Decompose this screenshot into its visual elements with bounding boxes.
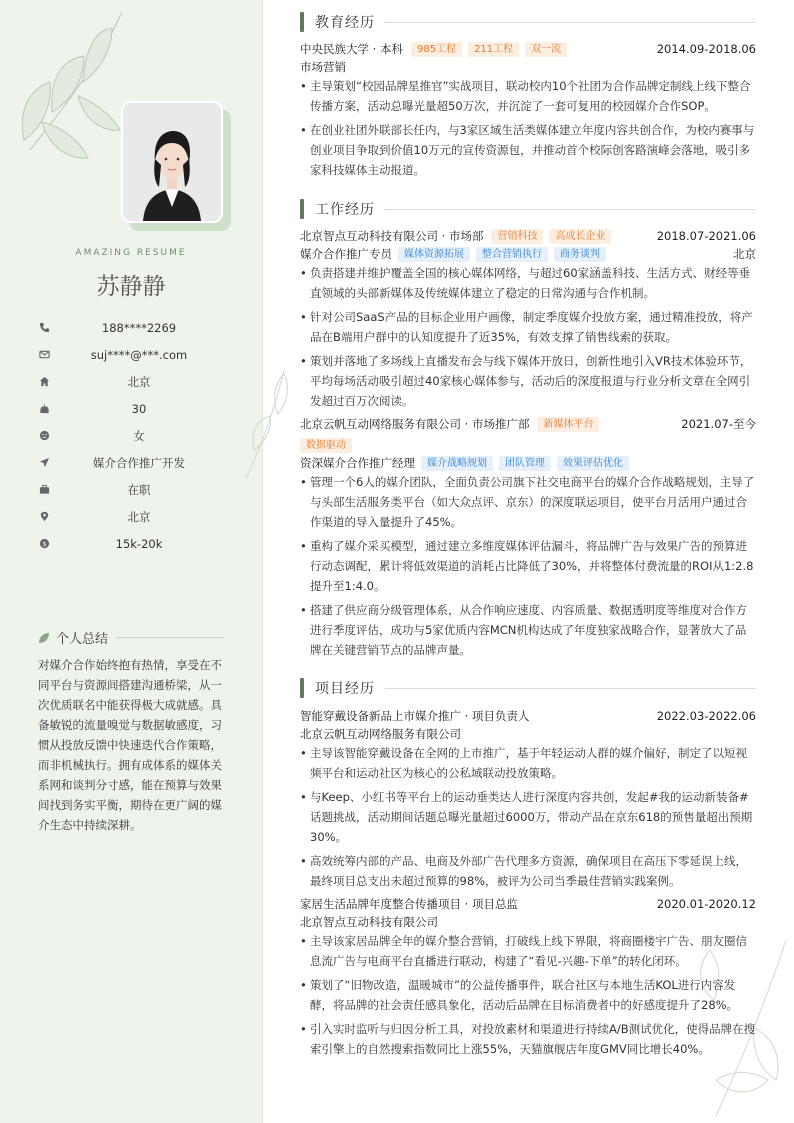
info-row-phone (36, 314, 226, 341)
job-role-row (300, 454, 756, 472)
role-tag: 团队管理 (499, 456, 551, 471)
project-bullet: • 与Keep、小红书等平台上的运动垂类达人进行深度内容共创，发起#我的运动新装备#话题挑战，活动期间话题总曝光量超过6000万，带动产品在京东618的预售量超出预期30%。 (300, 787, 756, 847)
info-row-gender (36, 422, 226, 449)
project-title: 项目经历 (315, 681, 375, 697)
money-icon (36, 536, 52, 552)
target-city-text: 北京 (127, 509, 151, 524)
send-icon (36, 455, 52, 471)
school-name: 中央民族大学 · 本科 (300, 42, 403, 56)
phone-text: 188****2269 (101, 320, 177, 335)
info-row-status (36, 476, 226, 503)
project-section-header (300, 678, 756, 698)
project-name: 智能穿戴设备新品上市媒介推广 · 项目负责人 (300, 709, 530, 723)
education-bullet: • 在创业社团外联部长任内，与3家区域生活类媒体建立年度内容共创合作，为校内赛事与创业项目争取到价值10万元的宣传资源包，并推动首个校际创客路演峰会落地，吸引多家科技媒体主动报道。 (300, 120, 756, 180)
briefcase-icon (36, 482, 52, 498)
salary-text: 15k-20k (115, 536, 163, 551)
target-position-text: 媒介合作推广开发 (93, 455, 185, 470)
cake-icon (36, 401, 52, 417)
education-bullet: • 主导策划“校园品牌星推官”实战项目，联动校内10个社团为合作品牌定制线上线下整合传播方案，活动总曝光量超50万次，并沉淀了一套可复用的校园媒介合作SOP。 (300, 76, 756, 116)
education-title: 教育经历 (315, 15, 375, 31)
job-date: 2021.07-至今 (681, 417, 756, 431)
main-content (300, 0, 756, 1123)
avatar-frame (121, 101, 223, 223)
leaf-icon (38, 632, 50, 644)
job-bullet: • 管理一个6人的媒介团队，全面负责公司旗下社交电商平台的媒介合作战略规划，主导了与头部生活服务类平台（如大众点评、京东）的深度联运项目，使平台月活用户通过合作渠道的导入量提升了45%。 (300, 472, 756, 532)
job-bullet: • 重构了媒介采买模型，通过建立多维度媒体评估漏斗，将品牌广告与效果广告的预算进行动态调配，累计将低效渠道的消耗占比降低了30%，并将整体付费流量的ROI从1:2.8提升至1:4.0。 (300, 536, 756, 596)
summary-title: 个人总结 (56, 632, 109, 647)
summary-divider (116, 637, 224, 638)
section-marker (300, 199, 304, 219)
info-row-age (36, 395, 226, 422)
avatar (121, 101, 223, 223)
age-text: 30 (131, 401, 147, 416)
info-row-email (36, 341, 226, 368)
email-text: suj****@***.com (90, 347, 188, 362)
company-name: 北京智点互动科技有限公司 · 市场部 (300, 229, 484, 243)
major: 市场营销 (300, 60, 346, 74)
section-marker (300, 678, 304, 698)
project-name: 家居生活品牌年度整合传播项目 · 项目总监 (300, 897, 518, 911)
company-tag-row (300, 436, 756, 454)
job-role: 媒介合作推广专员 (300, 247, 392, 261)
company-name: 北京云帆互动网络服务有限公司 · 市场推广部 (300, 417, 530, 431)
school-tag: 双一流 (525, 42, 567, 57)
section-divider (385, 209, 756, 210)
job-bullet: • 负责搭建并维护覆盖全国的核心媒体网络，与超过60家涵盖科技、生活方式、财经等垂直领域的头部新媒体及传统媒体建立了稳定的日常沟通与合作机制。 (300, 263, 756, 303)
role-tag: 商务谈判 (554, 247, 606, 262)
job-header-row (300, 415, 756, 433)
project-org: 北京云帆互动网络服务有限公司 (300, 727, 461, 741)
summary-header (38, 628, 224, 647)
project-date: 2020.01-2020.12 (656, 897, 756, 911)
mail-icon (36, 347, 52, 363)
job-status-text: 在职 (127, 482, 151, 497)
school-tag: 985工程 (411, 42, 462, 57)
section-marker (300, 12, 304, 32)
job-bullet: • 策划并落地了多场线上直播发布会与线下媒体开放日，创新性地引入VR技术体验环节，平均每场活动吸引超过40家核心媒体参与，活动后的深度报道与行业分析文章在全网引发超过百万次阅读。 (300, 351, 756, 411)
project-bullet: • 引入实时监听与归因分析工具，对投放素材和渠道进行持续A/B测试优化，使得品牌在搜索引擎上的自然搜索指数同比上涨55%，天猫旗舰店年度GMV同比增长40%。 (300, 1019, 756, 1059)
project-bullet: • 高效统筹内部的产品、电商及外部广告代理多方资源，确保项目在高压下零延误上线，最终项目总支出未超过预算的98%，被评为公司当季最佳营销实践案例。 (300, 851, 756, 891)
section-divider (385, 22, 756, 23)
contact-info-list (36, 314, 226, 557)
project-bullet: • 主导该家居品牌全年的媒介整合营销，打破线上线下界限，将商圈楼宇广告、朋友圈信息流广告与电商平台直播进行联动，构建了“看见-兴趣-下单”的转化闭环。 (300, 931, 756, 971)
project-header-row (300, 895, 756, 913)
summary-text: 对媒介合作始终抱有热情，享受在不同平台与资源间搭建沟通桥梁，从一次优质联名中能获得极大成就感。具备敏锐的流量嗅觉与数据敏感度，习惯从投放反馈中快速迭代合作策略，而非机械执行。拥有成体系的媒体关系网和谈判分寸感，能在预算与效果间找到务实平衡，期待在更广阔的媒介生态中持续深耕。 (38, 658, 222, 832)
education-header-row (300, 40, 756, 58)
job-header-row (300, 227, 756, 245)
leaf-decoration-middle (244, 370, 294, 480)
svg-text:$: $ (41, 539, 47, 548)
sidebar (0, 0, 263, 1123)
hometown-text: 北京 (127, 374, 151, 389)
job-city: 北京 (733, 247, 756, 261)
project-org-row (300, 913, 756, 931)
candidate-name: 苏静静 (96, 274, 166, 300)
company-tag: 数据驱动 (300, 438, 352, 453)
work-section-header (300, 199, 756, 219)
info-row-location (36, 503, 226, 530)
job-date: 2018.07-2021.06 (656, 229, 756, 243)
project-org-row (300, 725, 756, 743)
major-row (300, 58, 756, 76)
project-date: 2022.03-2022.06 (656, 709, 756, 723)
company-tag: 高成长企业 (549, 229, 611, 244)
info-row-home (36, 368, 226, 395)
role-tag: 媒体资源拓展 (398, 247, 470, 262)
education-section-header (300, 12, 756, 32)
job-bullet: • 搭建了供应商分级管理体系，从合作响应速度、内容质量、数据透明度等维度对合作方进行季度评估，成功与5家优质内容MCN机构达成了年度独家战略合作，显著放大了品牌在关键营销节点的品牌声量。 (300, 600, 756, 660)
company-tag: 营销科技 (491, 229, 543, 244)
role-tag: 整合营销执行 (476, 247, 548, 262)
project-org: 北京智点互动科技有限公司 (300, 915, 438, 929)
job-bullet: • 针对公司SaaS产品的目标企业用户画像，制定季度媒介投放方案，通过精准投放，将产品在B端用户群中的认知度提升了近35%，有效支撑了销售线索的获取。 (300, 307, 756, 347)
job-role: 资深媒介合作推广经理 (300, 456, 415, 470)
project-bullet: • 策划了“旧物改造，温暖城市”的公益传播事件，联合社区与本地生活KOL进行内容发酵，将品牌的社会责任感具象化，活动后品牌在目标消费者中的好感度提升了28%。 (300, 975, 756, 1015)
school-tag: 211工程 (468, 42, 519, 57)
face-icon (36, 428, 52, 444)
phone-icon (36, 320, 52, 336)
gender-text: 女 (133, 428, 145, 443)
education-date: 2014.09-2018.06 (656, 42, 756, 56)
project-header-row (300, 707, 756, 725)
project-bullet: • 主导该智能穿戴设备在全网的上市推广，基于年轻运动人群的媒介偏好，制定了以短视频平台和运动社区为核心的公私域联动投放策略。 (300, 743, 756, 783)
role-tag: 媒介战略规划 (421, 456, 493, 471)
brand-label: AMAZING RESUME (75, 248, 187, 258)
role-tag: 效果评估优化 (557, 456, 629, 471)
home-icon (36, 374, 52, 390)
job-role-row (300, 245, 756, 263)
location-icon (36, 509, 52, 525)
work-title: 工作经历 (315, 202, 375, 218)
company-tag: 新媒体平台 (537, 417, 599, 432)
info-row-position (36, 449, 226, 476)
info-row-salary (36, 530, 226, 557)
section-divider (385, 688, 756, 689)
